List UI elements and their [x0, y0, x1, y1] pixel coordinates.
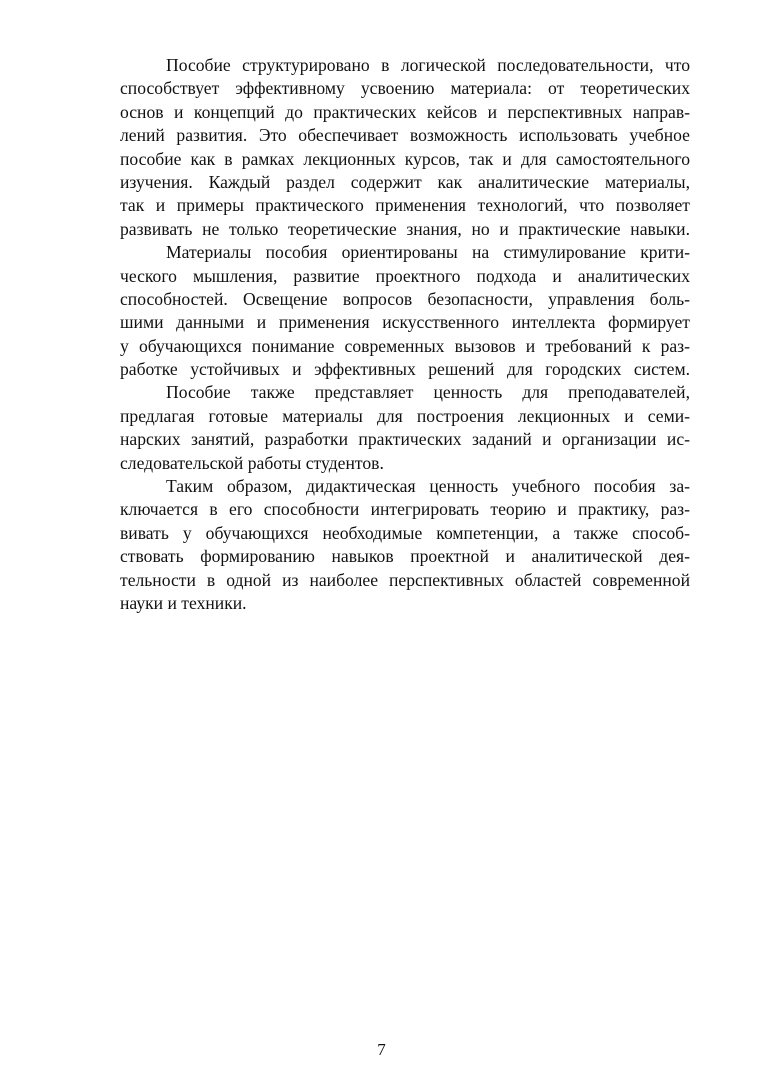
paragraph-1 — [74, 54, 690, 241]
paragraph-2 — [74, 241, 690, 381]
text-line: ческого мышления, развитие проектного подхода и аналитических — [120, 265, 690, 286]
text-line: работке устойчивых и эффективных решений для городских систем. — [120, 359, 690, 380]
paragraph-3 — [74, 381, 690, 475]
text-line: Таким образом, дидактическая ценность учебного пособия за- — [166, 476, 690, 497]
text-line: так и примеры практического применения технологий, что позволяет — [120, 195, 690, 216]
text-line: ключается в его способности интегрировать теорию и практику, раз- — [120, 499, 690, 520]
paragraph-4 — [74, 475, 690, 615]
text-line: основ и концепций до практических кейсов и перспективных направ- — [120, 101, 690, 122]
text-line: Пособие структурировано в логической последовательности, что — [166, 55, 690, 75]
text-line: у обучающихся понимание современных вызовов и требований к раз- — [120, 335, 690, 356]
text-line: нарских занятий, разработки практических заданий и организации ис- — [120, 429, 690, 450]
text-line: предлагая готовые материалы для построения лекционных и семи- — [120, 405, 690, 426]
text-line: вивать у обучающихся необходимые компетенции, а также способ- — [120, 522, 690, 543]
text-line: Материалы пособия ориентированы на стимулирование крити- — [166, 242, 690, 263]
page-number: 7 — [377, 1040, 386, 1059]
body-text — [74, 54, 690, 615]
text-line: ствовать формированию навыков проектной и аналитической дея- — [120, 546, 690, 567]
text-line: способностей. Освещение вопросов безопасности, управления боль- — [120, 288, 690, 309]
text-line: науки и техники. — [120, 592, 247, 613]
text-line: Пособие также представляет ценность для преподавателей, — [166, 382, 690, 403]
text-line: пособие как в рамках лекционных курсов, так и для самостоятельного — [120, 148, 690, 169]
text-line: следовательской работы студентов. — [120, 452, 384, 473]
text-line: способствует эффективному усвоению материала: от теоретических — [120, 78, 690, 99]
text-line: лений развития. Это обеспечивает возможность использовать учебное — [120, 125, 690, 146]
text-line: шими данными и применения искусственного интеллекта формирует — [120, 312, 690, 333]
text-line: развивать не только теоретические знания, но и практические навыки. — [120, 218, 690, 239]
text-line: изучения. Каждый раздел содержит как аналитические материалы, — [120, 171, 690, 192]
text-line: тельности в одной из наиболее перспективных областей современной — [120, 569, 690, 590]
